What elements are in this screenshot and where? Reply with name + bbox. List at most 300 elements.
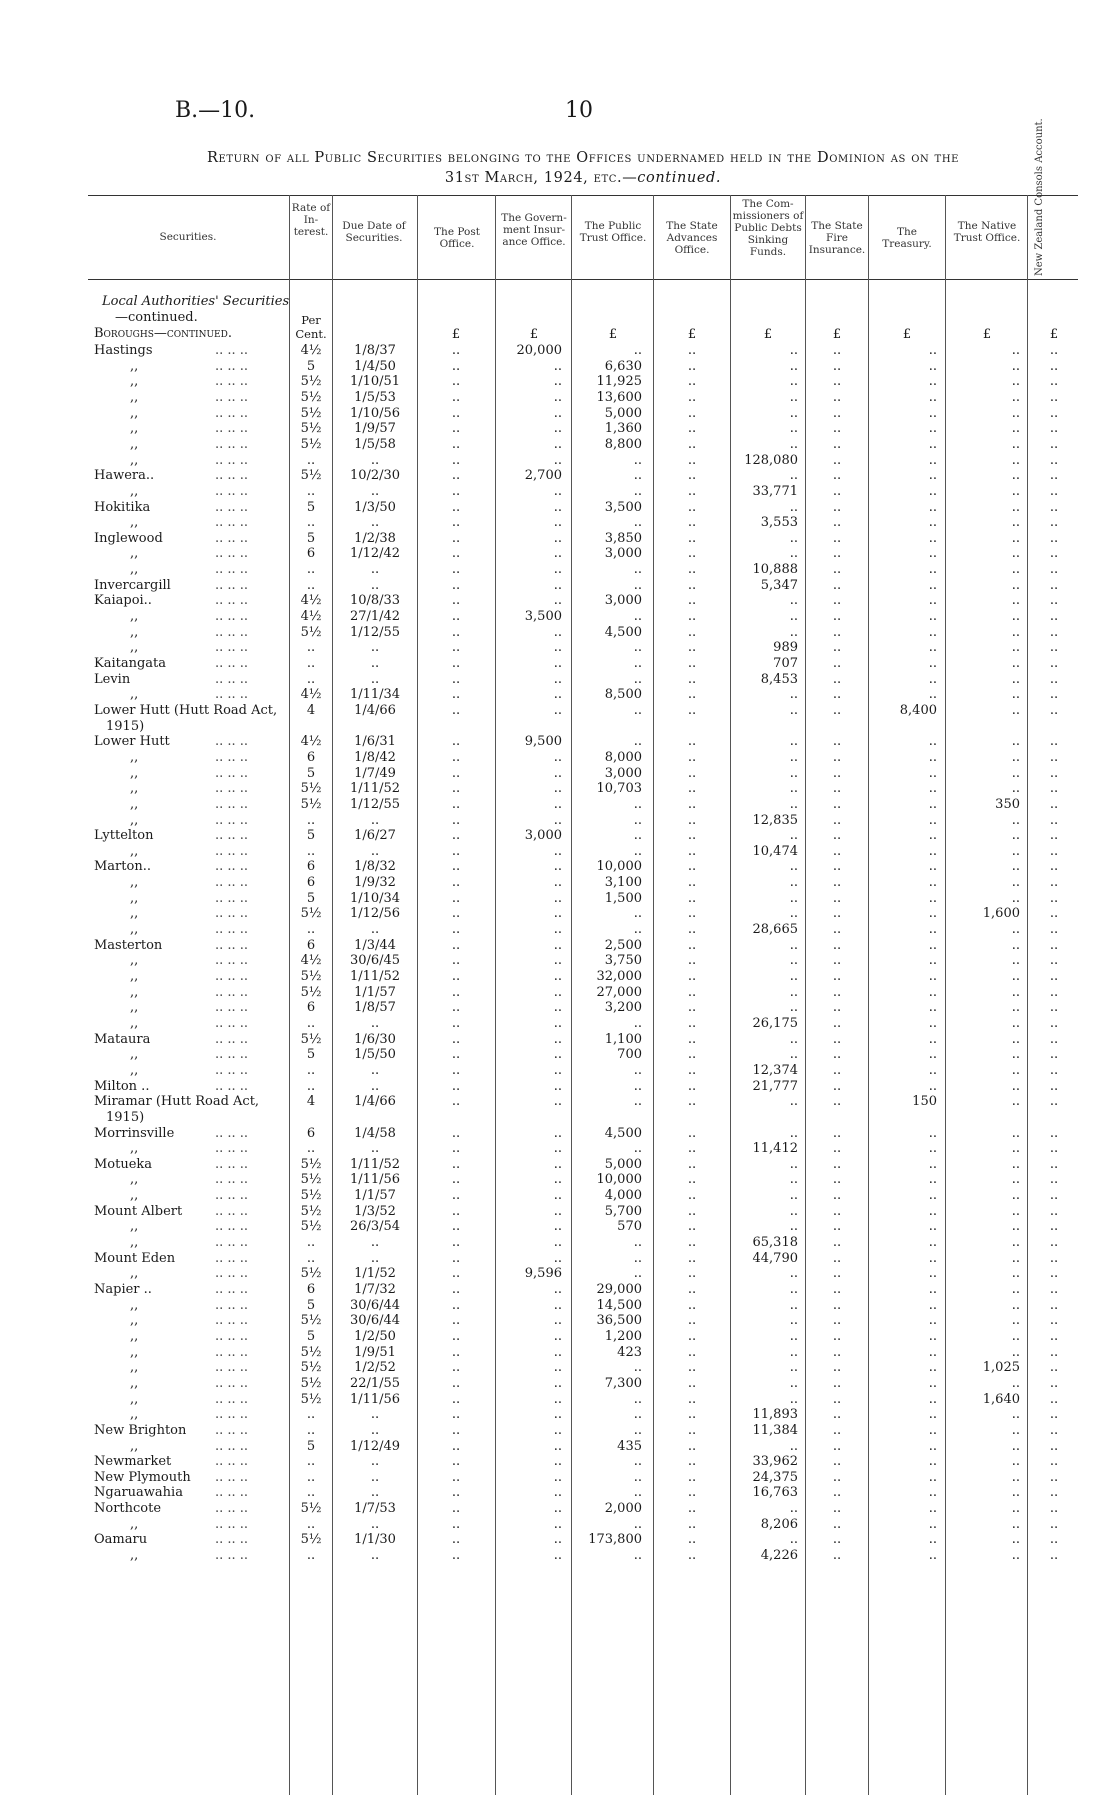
sinking-funds-cell: .. bbox=[789, 1313, 798, 1329]
native-trust-cell: .. bbox=[1011, 562, 1020, 578]
gov-insurance-cell: .. bbox=[553, 1454, 562, 1470]
state-advances-cell: .. bbox=[687, 1235, 697, 1251]
col-header-treasury: The Treasury. bbox=[882, 226, 932, 250]
leader-dots: .. .. .. bbox=[215, 483, 249, 499]
gov-insurance-cell: .. bbox=[553, 969, 562, 984]
state-advances-cell: .. bbox=[687, 734, 697, 750]
state-fire-cell: .. bbox=[832, 1344, 842, 1360]
consols-cell: .. bbox=[1049, 781, 1059, 797]
security-name: ,, bbox=[130, 1344, 139, 1360]
due-date-cell: 1/8/57 bbox=[354, 1000, 396, 1016]
treasury-cell: .. bbox=[928, 499, 937, 515]
security-name: Hastings bbox=[94, 343, 153, 358]
gov-insurance-cell: .. bbox=[553, 358, 562, 374]
sinking-funds-cell: .. bbox=[789, 859, 798, 875]
due-date-cell: 22/1/55 bbox=[349, 1375, 401, 1391]
state-advances-cell: .. bbox=[687, 1375, 697, 1391]
state-fire-cell: .. bbox=[832, 1094, 842, 1110]
state-fire-cell: .. bbox=[832, 890, 842, 906]
due-date-cell: .. bbox=[370, 812, 380, 828]
post-office-cell: .. bbox=[451, 1156, 461, 1172]
leader-dots: .. .. .. bbox=[215, 452, 249, 468]
native-trust-cell: .. bbox=[1011, 922, 1020, 938]
treasury-cell: .. bbox=[928, 343, 937, 358]
sinking-funds-cell: 12,835 bbox=[752, 812, 798, 828]
leader-dots: .. .. .. bbox=[215, 1203, 249, 1219]
due-date-cell: 1/9/51 bbox=[354, 1344, 396, 1360]
native-trust-cell: .. bbox=[1011, 609, 1020, 625]
public-trust-cell: .. bbox=[633, 1062, 642, 1078]
gov-insurance-cell: .. bbox=[553, 562, 562, 578]
consols-cell: .. bbox=[1049, 640, 1059, 656]
state-advances-cell: .. bbox=[687, 812, 697, 828]
treasury-cell: .. bbox=[928, 1141, 937, 1157]
consols-cell: .. bbox=[1049, 562, 1059, 578]
security-name: Inglewood bbox=[94, 530, 163, 546]
rate-cell: 6 bbox=[306, 546, 316, 562]
post-office-cell: .. bbox=[451, 656, 461, 671]
gov-insurance-cell: .. bbox=[553, 515, 562, 531]
post-office-cell: .. bbox=[451, 436, 461, 452]
gov-insurance-cell: .. bbox=[553, 1501, 562, 1517]
sinking-funds-cell: .. bbox=[789, 468, 798, 484]
treasury-cell: .. bbox=[928, 1438, 937, 1454]
gov-insurance-cell: .. bbox=[553, 1031, 562, 1047]
public-trust-cell: .. bbox=[633, 1015, 642, 1031]
gov-insurance-cell: .. bbox=[553, 1078, 562, 1094]
gov-insurance-cell: .. bbox=[553, 1532, 562, 1548]
leader-dots: .. .. .. bbox=[215, 765, 249, 781]
page-title bbox=[88, 148, 1078, 188]
security-name: ,, bbox=[130, 1235, 139, 1251]
consols-cell: .. bbox=[1049, 1532, 1059, 1548]
col-header-native-trust: The Native Trust Office. bbox=[953, 220, 1021, 244]
post-office-cell: .. bbox=[451, 1047, 461, 1063]
pound-sign: £ bbox=[1049, 327, 1059, 342]
state-fire-cell: .. bbox=[832, 702, 842, 718]
state-fire-cell: .. bbox=[832, 1532, 842, 1548]
treasury-cell: .. bbox=[928, 1266, 937, 1282]
public-trust-cell: .. bbox=[633, 1078, 642, 1094]
rate-cell: .. bbox=[306, 515, 316, 531]
public-trust-cell: .. bbox=[633, 1485, 642, 1501]
security-name: New Brighton bbox=[94, 1422, 187, 1438]
state-fire-cell: .. bbox=[832, 343, 842, 358]
post-office-cell: .. bbox=[451, 1266, 461, 1282]
security-name: ,, bbox=[130, 1313, 139, 1329]
post-office-cell: .. bbox=[451, 1297, 461, 1313]
gov-insurance-cell: .. bbox=[553, 843, 562, 859]
rate-cell: 5½ bbox=[300, 405, 322, 421]
state-fire-cell: .. bbox=[832, 843, 842, 859]
sinking-funds-cell: .. bbox=[789, 1125, 798, 1141]
gov-insurance-cell: 9,500 bbox=[524, 734, 562, 750]
gov-insurance-cell: 3,500 bbox=[524, 609, 562, 625]
sinking-funds-cell: .. bbox=[789, 1203, 798, 1219]
native-trust-cell: .. bbox=[1011, 812, 1020, 828]
public-trust-cell: 3,100 bbox=[604, 875, 642, 891]
gov-insurance-cell: .. bbox=[553, 890, 562, 906]
native-trust-cell: .. bbox=[1011, 530, 1020, 546]
native-trust-cell: .. bbox=[1011, 374, 1020, 390]
public-trust-cell: .. bbox=[633, 1469, 642, 1485]
sinking-funds-cell: .. bbox=[789, 828, 798, 844]
security-name: ,, bbox=[130, 1000, 139, 1016]
consols-cell: .. bbox=[1049, 1360, 1059, 1376]
public-trust-cell: .. bbox=[633, 640, 642, 656]
security-name: Mount Albert bbox=[94, 1203, 183, 1219]
native-trust-cell: .. bbox=[1011, 1532, 1020, 1548]
consols-cell: .. bbox=[1049, 1141, 1059, 1157]
security-name: ,, bbox=[130, 812, 139, 828]
leader-dots: .. .. .. bbox=[215, 1360, 249, 1376]
native-trust-cell: .. bbox=[1011, 1548, 1020, 1564]
sinking-funds-cell: .. bbox=[789, 1375, 798, 1391]
treasury-cell: .. bbox=[928, 405, 937, 421]
state-fire-cell: .. bbox=[832, 593, 842, 609]
due-date-cell: .. bbox=[370, 1422, 380, 1438]
post-office-cell: .. bbox=[451, 1375, 461, 1391]
state-advances-cell: .. bbox=[687, 483, 697, 499]
rate-cell: .. bbox=[306, 656, 316, 671]
gov-insurance-cell: .. bbox=[553, 1282, 562, 1297]
gov-insurance-cell: .. bbox=[553, 859, 562, 875]
rate-cell: 5½ bbox=[300, 1313, 322, 1329]
treasury-cell: .. bbox=[928, 796, 937, 812]
leader-dots: .. .. .. bbox=[215, 436, 249, 452]
gov-insurance-cell: .. bbox=[553, 875, 562, 891]
due-date-cell: 1/1/30 bbox=[354, 1532, 396, 1548]
rate-cell: .. bbox=[306, 562, 316, 578]
leader-dots: .. .. .. bbox=[215, 922, 249, 938]
public-trust-cell: 570 bbox=[617, 1219, 642, 1235]
consols-cell: .. bbox=[1049, 1391, 1059, 1407]
state-advances-cell: .. bbox=[687, 452, 697, 468]
gov-insurance-cell: .. bbox=[553, 1297, 562, 1313]
post-office-cell: .. bbox=[451, 1532, 461, 1548]
sinking-funds-cell: 33,771 bbox=[752, 483, 798, 499]
state-advances-cell: .. bbox=[687, 843, 697, 859]
due-date-cell: 1/1/52 bbox=[354, 1266, 396, 1282]
treasury-cell: .. bbox=[928, 1015, 937, 1031]
security-name: ,, bbox=[130, 969, 139, 984]
state-advances-cell: .. bbox=[687, 593, 697, 609]
sinking-funds-cell: .. bbox=[789, 875, 798, 891]
security-name: ,, bbox=[130, 984, 139, 1000]
rate-cell: .. bbox=[306, 1548, 316, 1564]
due-date-cell: 1/4/66 bbox=[354, 702, 396, 718]
post-office-cell: .. bbox=[451, 1422, 461, 1438]
public-trust-cell: 10,000 bbox=[596, 1172, 642, 1188]
gov-insurance-cell: .. bbox=[553, 452, 562, 468]
title-line-2-italic: continued. bbox=[637, 170, 722, 186]
treasury-cell: .. bbox=[928, 1313, 937, 1329]
state-fire-cell: .. bbox=[832, 499, 842, 515]
consols-cell: .. bbox=[1049, 1282, 1059, 1297]
post-office-cell: .. bbox=[451, 1344, 461, 1360]
public-trust-cell: 1,200 bbox=[604, 1328, 642, 1344]
security-name: ,, bbox=[130, 358, 139, 374]
consols-cell: .. bbox=[1049, 389, 1059, 405]
public-trust-cell: 3,000 bbox=[604, 593, 642, 609]
state-fire-cell: .. bbox=[832, 781, 842, 797]
consols-cell: .. bbox=[1049, 374, 1059, 390]
gov-insurance-cell: 9,596 bbox=[524, 1266, 562, 1282]
leader-dots: .. .. .. bbox=[215, 1282, 249, 1297]
sinking-funds-cell: .. bbox=[789, 1297, 798, 1313]
rate-cell: 5 bbox=[306, 1438, 316, 1454]
consols-cell: .. bbox=[1049, 1078, 1059, 1094]
leader-dots: .. .. .. bbox=[215, 1031, 249, 1047]
sinking-funds-cell: .. bbox=[789, 530, 798, 546]
post-office-cell: .. bbox=[451, 1407, 461, 1423]
sinking-funds-cell: .. bbox=[789, 890, 798, 906]
security-name: ,, bbox=[130, 1375, 139, 1391]
leader-dots: .. .. .. bbox=[215, 1438, 249, 1454]
public-trust-cell: .. bbox=[633, 828, 642, 844]
gov-insurance-cell: .. bbox=[553, 577, 562, 593]
gov-insurance-cell: .. bbox=[553, 640, 562, 656]
leader-dots: .. .. .. bbox=[215, 1000, 249, 1016]
leader-dots: .. .. .. bbox=[215, 640, 249, 656]
gov-insurance-cell: .. bbox=[553, 1219, 562, 1235]
leader-dots: .. .. .. bbox=[215, 1485, 249, 1501]
public-trust-cell: .. bbox=[633, 1407, 642, 1423]
treasury-cell: .. bbox=[928, 483, 937, 499]
post-office-cell: .. bbox=[451, 1548, 461, 1564]
native-trust-cell: .. bbox=[1011, 1516, 1020, 1532]
native-trust-cell: .. bbox=[1011, 890, 1020, 906]
sinking-funds-cell: .. bbox=[789, 421, 798, 437]
security-name: ,, bbox=[130, 749, 139, 765]
consols-cell: .. bbox=[1049, 530, 1059, 546]
state-fire-cell: .. bbox=[832, 1125, 842, 1141]
security-name: ,, bbox=[130, 1015, 139, 1031]
native-trust-cell: .. bbox=[1011, 1141, 1020, 1157]
section-heading-continued: —continued. bbox=[115, 310, 198, 325]
col-header-sinking-funds: The Com- missioners of Public Debts Sinking Funds. bbox=[732, 198, 804, 258]
public-trust-cell: .. bbox=[633, 1266, 642, 1282]
due-date-cell: .. bbox=[370, 922, 380, 938]
sinking-funds-cell: .. bbox=[789, 593, 798, 609]
rate-cell: 5 bbox=[306, 1328, 316, 1344]
due-date-cell: 1/2/52 bbox=[354, 1360, 396, 1376]
native-trust-cell: .. bbox=[1011, 1485, 1020, 1501]
due-date-cell: 1/12/49 bbox=[349, 1438, 401, 1454]
native-trust-cell: .. bbox=[1011, 1422, 1020, 1438]
consols-cell: .. bbox=[1049, 1031, 1059, 1047]
public-trust-cell: .. bbox=[633, 1360, 642, 1376]
post-office-cell: .. bbox=[451, 389, 461, 405]
native-trust-cell: .. bbox=[1011, 343, 1020, 358]
security-name-continued: 1915) bbox=[106, 1109, 145, 1125]
state-advances-cell: .. bbox=[687, 1391, 697, 1407]
col-header-public-trust: The Public Trust Office. bbox=[579, 220, 647, 244]
treasury-cell: .. bbox=[928, 1000, 937, 1016]
security-name: ,, bbox=[130, 1297, 139, 1313]
security-name: ,, bbox=[130, 624, 139, 640]
security-name: ,, bbox=[130, 1391, 139, 1407]
due-date-cell: 30/6/45 bbox=[349, 953, 401, 969]
security-name: Lower Hutt bbox=[94, 734, 170, 750]
gov-insurance-cell: .. bbox=[553, 483, 562, 499]
due-date-cell: 1/11/56 bbox=[349, 1172, 401, 1188]
rate-cell: 6 bbox=[306, 859, 316, 875]
due-date-cell: .. bbox=[370, 483, 380, 499]
sinking-funds-cell: .. bbox=[789, 1219, 798, 1235]
rate-cell: 5½ bbox=[300, 1031, 322, 1047]
consols-cell: .. bbox=[1049, 734, 1059, 750]
rate-cell: 5½ bbox=[300, 1203, 322, 1219]
post-office-cell: .. bbox=[451, 421, 461, 437]
state-advances-cell: .. bbox=[687, 358, 697, 374]
native-trust-cell: 350 bbox=[995, 796, 1020, 812]
state-advances-cell: .. bbox=[687, 922, 697, 938]
state-advances-cell: .. bbox=[687, 374, 697, 390]
state-advances-cell: .. bbox=[687, 530, 697, 546]
pound-sign: £ bbox=[529, 327, 539, 342]
rate-cell: 5 bbox=[306, 890, 316, 906]
rate-cell: 5½ bbox=[300, 624, 322, 640]
header-bottom-rule bbox=[88, 279, 1078, 280]
security-name: ,, bbox=[130, 546, 139, 562]
leader-dots: .. .. .. bbox=[215, 953, 249, 969]
gov-insurance-cell: .. bbox=[553, 530, 562, 546]
state-fire-cell: .. bbox=[832, 1250, 842, 1266]
post-office-cell: .. bbox=[451, 1125, 461, 1141]
due-date-cell: .. bbox=[370, 1141, 380, 1157]
native-trust-cell: .. bbox=[1011, 1015, 1020, 1031]
leader-dots: .. .. .. bbox=[215, 1297, 249, 1313]
treasury-cell: .. bbox=[928, 1469, 937, 1485]
consols-cell: .. bbox=[1049, 1548, 1059, 1564]
post-office-cell: .. bbox=[451, 1485, 461, 1501]
rate-cell: .. bbox=[306, 1516, 316, 1532]
leader-dots: .. .. .. bbox=[215, 1454, 249, 1470]
column-divider bbox=[571, 195, 572, 1795]
column-divider bbox=[289, 195, 290, 1795]
post-office-cell: .. bbox=[451, 969, 461, 984]
security-name: ,, bbox=[130, 609, 139, 625]
sinking-funds-cell: .. bbox=[789, 436, 798, 452]
rate-cell: 5½ bbox=[300, 1266, 322, 1282]
security-name: Miramar (Hutt Road Act, bbox=[94, 1094, 260, 1110]
public-trust-cell: 11,925 bbox=[596, 374, 642, 390]
treasury-cell: .. bbox=[928, 1203, 937, 1219]
consols-cell: .. bbox=[1049, 1438, 1059, 1454]
state-advances-cell: .. bbox=[687, 1422, 697, 1438]
leader-dots: .. .. .. bbox=[215, 1548, 249, 1564]
rate-cell: 4½ bbox=[300, 593, 322, 609]
post-office-cell: .. bbox=[451, 374, 461, 390]
native-trust-cell: .. bbox=[1011, 577, 1020, 593]
rate-cell: 5 bbox=[306, 499, 316, 515]
state-fire-cell: .. bbox=[832, 1501, 842, 1517]
state-fire-cell: .. bbox=[832, 1000, 842, 1016]
security-name: ,, bbox=[130, 515, 139, 531]
sinking-funds-cell: .. bbox=[789, 687, 798, 703]
state-fire-cell: .. bbox=[832, 1313, 842, 1329]
rate-cell: .. bbox=[306, 1235, 316, 1251]
public-trust-cell: 2,500 bbox=[604, 937, 642, 953]
native-trust-cell: .. bbox=[1011, 1438, 1020, 1454]
due-date-cell: 1/1/57 bbox=[354, 984, 396, 1000]
state-advances-cell: .. bbox=[687, 1469, 697, 1485]
native-trust-cell: .. bbox=[1011, 499, 1020, 515]
public-trust-cell: 27,000 bbox=[596, 984, 642, 1000]
state-advances-cell: .. bbox=[687, 1516, 697, 1532]
state-fire-cell: .. bbox=[832, 937, 842, 953]
rate-cell: 6 bbox=[306, 749, 316, 765]
post-office-cell: .. bbox=[451, 546, 461, 562]
consols-cell: .. bbox=[1049, 843, 1059, 859]
public-trust-cell: 3,000 bbox=[604, 546, 642, 562]
rate-cell: 6 bbox=[306, 875, 316, 891]
public-trust-cell: 4,500 bbox=[604, 1125, 642, 1141]
gov-insurance-cell: .. bbox=[553, 922, 562, 938]
due-date-cell: .. bbox=[370, 671, 380, 687]
consols-cell: .. bbox=[1049, 577, 1059, 593]
public-trust-cell: 8,500 bbox=[604, 687, 642, 703]
due-date-cell: 1/2/38 bbox=[354, 530, 396, 546]
rate-cell: .. bbox=[306, 483, 316, 499]
state-advances-cell: .. bbox=[687, 1125, 697, 1141]
sinking-funds-cell: 24,375 bbox=[752, 1469, 798, 1485]
col-header-post-office: The Post Office. bbox=[434, 226, 480, 250]
state-advances-cell: .. bbox=[687, 562, 697, 578]
treasury-cell: .. bbox=[928, 389, 937, 405]
due-date-cell: .. bbox=[370, 640, 380, 656]
sinking-funds-cell: 26,175 bbox=[752, 1015, 798, 1031]
state-advances-cell: .. bbox=[687, 1156, 697, 1172]
security-name: Northcote bbox=[94, 1501, 162, 1517]
treasury-cell: .. bbox=[928, 781, 937, 797]
due-date-cell: 1/11/56 bbox=[349, 1391, 401, 1407]
security-name: ,, bbox=[130, 389, 139, 405]
native-trust-cell: .. bbox=[1011, 875, 1020, 891]
consols-cell: .. bbox=[1049, 1219, 1059, 1235]
due-date-cell: 1/7/49 bbox=[354, 765, 396, 781]
security-name-continued: 1915) bbox=[106, 718, 145, 734]
due-date-cell: .. bbox=[370, 1548, 380, 1564]
consols-cell: .. bbox=[1049, 953, 1059, 969]
native-trust-cell: .. bbox=[1011, 1078, 1020, 1094]
gov-insurance-cell: 2,700 bbox=[524, 468, 562, 484]
due-date-cell: .. bbox=[370, 452, 380, 468]
native-trust-cell: .. bbox=[1011, 671, 1020, 687]
leader-dots: .. .. .. bbox=[215, 1250, 249, 1266]
state-advances-cell: .. bbox=[687, 1141, 697, 1157]
consols-cell: .. bbox=[1049, 765, 1059, 781]
native-trust-cell: .. bbox=[1011, 969, 1020, 984]
post-office-cell: .. bbox=[451, 515, 461, 531]
public-trust-cell: 3,000 bbox=[604, 765, 642, 781]
consols-cell: .. bbox=[1049, 1328, 1059, 1344]
native-trust-cell: .. bbox=[1011, 358, 1020, 374]
sinking-funds-cell: .. bbox=[789, 358, 798, 374]
state-fire-cell: .. bbox=[832, 1391, 842, 1407]
due-date-cell: .. bbox=[370, 1454, 380, 1470]
treasury-cell: .. bbox=[928, 687, 937, 703]
post-office-cell: .. bbox=[451, 906, 461, 922]
state-fire-cell: .. bbox=[832, 1328, 842, 1344]
consols-cell: .. bbox=[1049, 1125, 1059, 1141]
sinking-funds-cell: .. bbox=[789, 1532, 798, 1548]
leader-dots: .. .. .. bbox=[215, 1156, 249, 1172]
state-advances-cell: .. bbox=[687, 796, 697, 812]
treasury-cell: .. bbox=[928, 890, 937, 906]
native-trust-cell: .. bbox=[1011, 1454, 1020, 1470]
